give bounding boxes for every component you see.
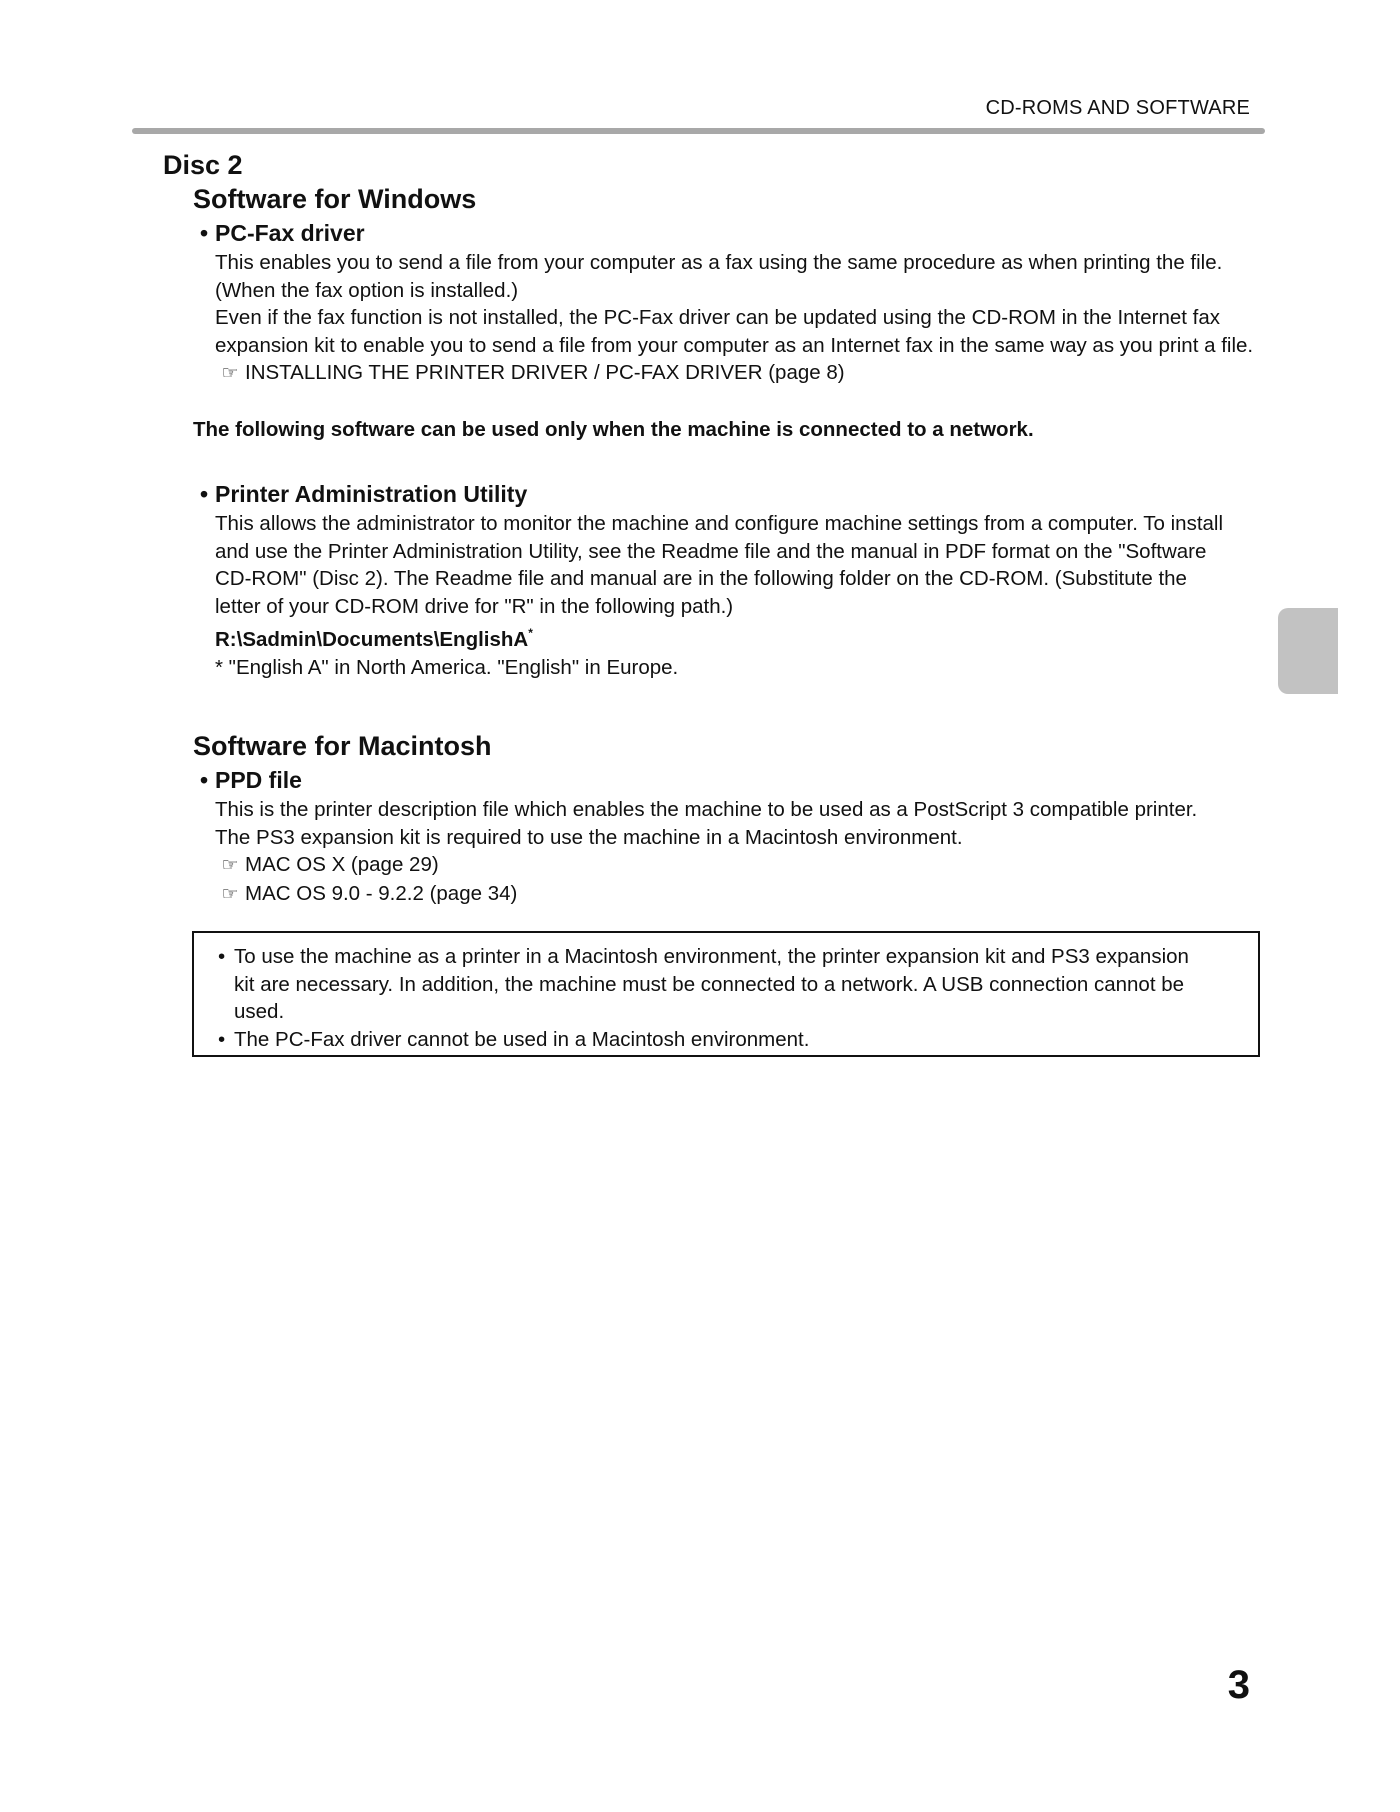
ppd-line-1: This is the printer description file which enables the machine to be used as a PostScript 3 compatible printer. xyxy=(215,798,1198,821)
note-item-1-line-2: kit are necessary. In addition, the machine must be connected to a network. A USB connection cannot be xyxy=(234,972,1185,996)
bullet: • xyxy=(200,220,209,246)
ppd-reference-osx xyxy=(215,851,1275,880)
note-item-1-line-1: • To use the machine as a printer in a Macintosh environment, the printer expansion kit and PS3 expansion xyxy=(234,945,1189,968)
page-number: 3 xyxy=(1227,1663,1250,1707)
folder-path xyxy=(215,620,1275,654)
bullet: • xyxy=(200,767,209,793)
admin-line-3: CD-ROM" (Disc 2). The Readme file and manual are in the following folder on the CD-ROM. (Substitute the xyxy=(215,567,1187,591)
item-title-pcfax xyxy=(200,220,365,247)
pcfax-line-4: expansion kit to enable you to send a file from your computer as an Internet fax in the same way as you print a file. xyxy=(215,333,1254,357)
note-box xyxy=(192,931,1260,1057)
pointing-hand-icon: ☞ xyxy=(221,882,239,905)
section-title-windows: Software for Windows xyxy=(193,184,477,214)
footnote: * "English A" in North America. "English" in Europe. xyxy=(215,655,679,679)
admin-line-1: This allows the administrator to monitor the machine and configure machine settings from a computer. To install xyxy=(215,512,1224,535)
admin-line-4: letter of your CD-ROM drive for "R" in the following path.) xyxy=(215,594,734,618)
item-title-ppd xyxy=(200,767,302,794)
pcfax-line-1: This enables you to send a file from your computer as a fax using the same procedure as when printing the file. xyxy=(215,251,1223,274)
footnote-mark: * xyxy=(528,626,533,641)
ppd-reference-osx-text: MAC OS X (page 29) xyxy=(245,853,439,877)
note-item-1-line-3: used. xyxy=(234,1000,285,1024)
item-title-admin-utility xyxy=(200,481,527,508)
header-rule xyxy=(132,128,1265,134)
pcfax-reference-text: INSTALLING THE PRINTER DRIVER / PC-FAX DRIVER (page 8) xyxy=(245,361,845,385)
network-requirement-note: The following software can be used only when the machine is connected to a network. xyxy=(193,418,1034,441)
pointing-hand-icon: ☞ xyxy=(221,362,239,385)
bullet: • xyxy=(200,481,209,507)
pcfax-line-3: Even if the fax function is not installed, the PC-Fax driver can be updated using the CD-ROM in the Internet fax xyxy=(215,306,1221,330)
chapter-tab xyxy=(1278,608,1338,694)
ppd-description xyxy=(215,796,1275,908)
admin-line-2: and use the Printer Administration Utility, see the Readme file and the manual in PDF format on the "Software xyxy=(215,539,1207,563)
item-title-admin-utility-text: Printer Administration Utility xyxy=(215,481,528,507)
pointing-hand-icon: ☞ xyxy=(221,854,239,877)
ppd-line-2: The PS3 expansion kit is required to use the machine in a Macintosh environment. xyxy=(215,825,963,849)
item-title-ppd-text: PPD file xyxy=(215,767,302,793)
pcfax-reference xyxy=(215,359,1275,388)
ppd-reference-os9 xyxy=(215,880,1275,909)
ppd-reference-os9-text: MAC OS 9.0 - 9.2.2 (page 34) xyxy=(245,881,518,905)
disc-title: Disc 2 xyxy=(163,150,243,180)
note-item xyxy=(218,1026,1238,1054)
pcfax-description xyxy=(215,249,1275,388)
note-item-2: • The PC-Fax driver cannot be used in a Macintosh environment. xyxy=(234,1027,810,1051)
section-title-macintosh: Software for Macintosh xyxy=(193,731,492,761)
note-item xyxy=(218,943,1238,1026)
admin-utility-description xyxy=(215,510,1275,682)
folder-path-text: R:\Sadmin\Documents\EnglishA xyxy=(215,628,529,652)
item-title-pcfax-text: PC-Fax driver xyxy=(215,220,365,246)
running-header: CD-ROMS AND SOFTWARE xyxy=(985,97,1250,119)
pcfax-line-2: (When the fax option is installed.) xyxy=(215,278,519,302)
